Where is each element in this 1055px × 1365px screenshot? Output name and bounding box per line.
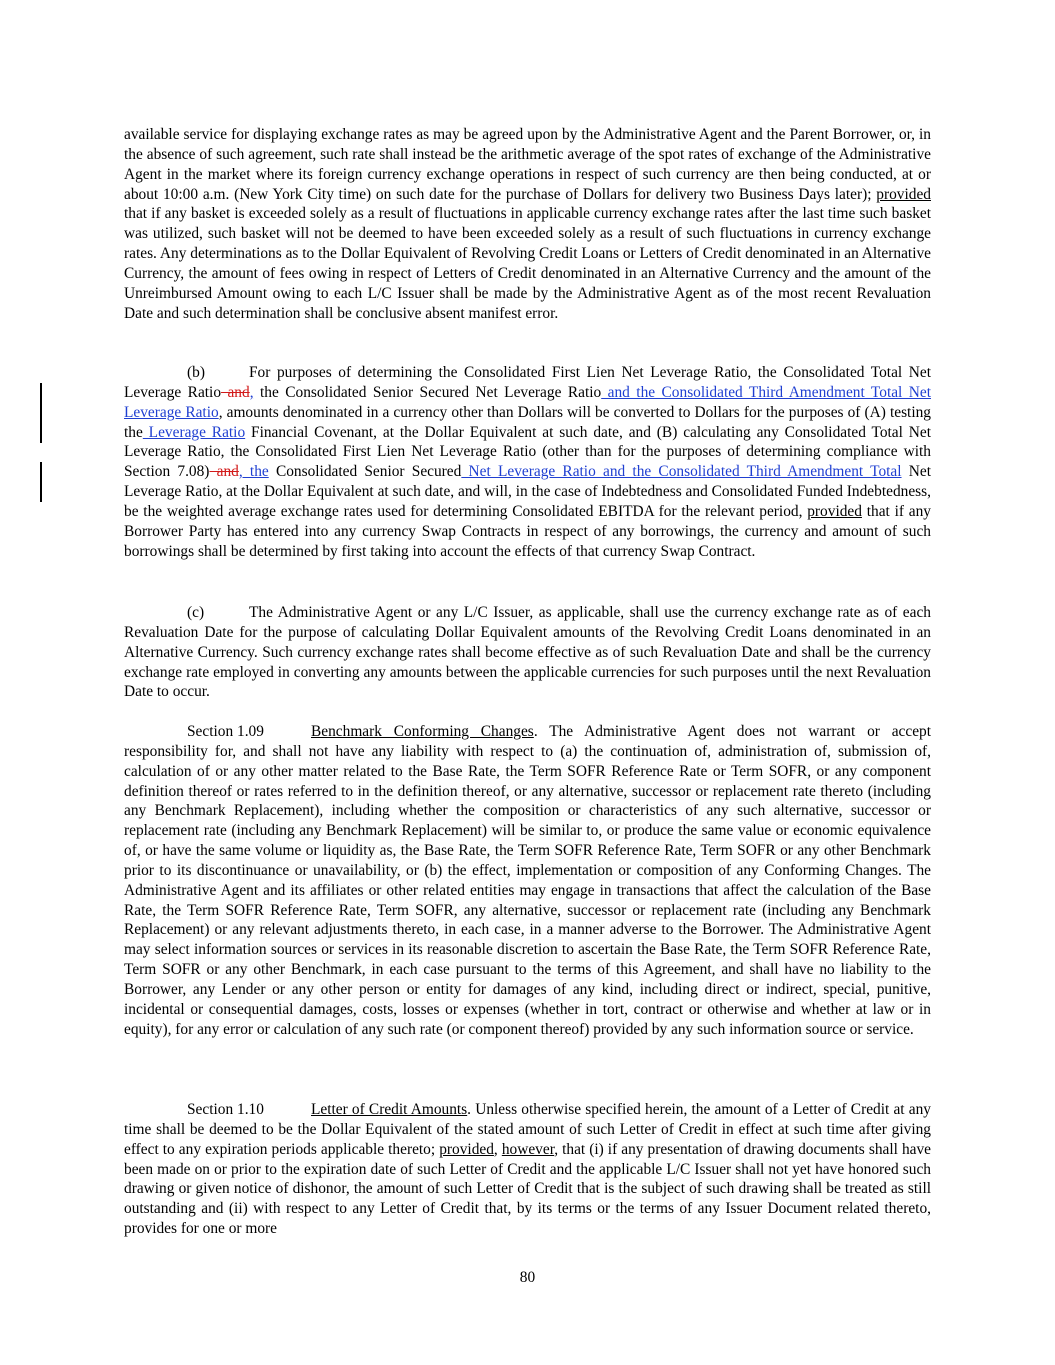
however-term: however [501,1140,555,1158]
change-bar [40,462,42,502]
provided-term: provided [876,185,931,203]
paragraph-c-revaluation: (c) The Administrative Agent or any L/C Issuer, as applicable, shall use the currency exchange rate as of each Revaluation Date for the purpose of calculating Dollar Equivalent amounts of the Revolving Credit Loans denominated in an Alternative Currency. Such currency exchange rates shall become effective as of such Revaluation Date and shall be the currency exchange rate employed in converting any amounts between the applicable currencies for such purposes until the next Revaluation Date to occur. [124,604,931,701]
section-1-09-benchmark-conforming-changes: Section 1.09 Benchmark Conforming Changes. The Administrative Agent does not warrant or accept responsibility for, and shall not have any liability with respect to (a) the continuation of, administration of, submission of, calculation of or any other matter related to the Base Rate, the Term SOFR Reference Rate or Term SOFR, or any component definition thereof or rates referred to in the definition thereof, or any alternative, successor or replacement rate thereto (including any Benchmark Replacement), including whether the composition or characteristics of any such alternative, successor or replacement rate (including any Benchmark Replacement) will be similar to, or produce the same value or economic equivalence of, or have the same volume or liquidity as, the Base Rate, the Term SOFR Reference Rate, Term SOFR or any other Benchmark prior to its discontinuance or unavailability, or (b) the effect, implementation or composition of any Conforming Changes. The Administrative Agent and its affiliates or other related entities may engage in transactions that affect the calculation of the Base Rate, the Term SOFR Reference Rate, Term SOFR, any alternative, successor or replacement rate (including any Benchmark Replacement) or any relevant adjustments thereto, in each case, in a manner adverse to the Borrower. The Administrative Agent may select information sources or services in its reasonable discretion to ascertain the Base Rate, the Term SOFR Reference Rate, Term SOFR or any other Benchmark, in each case pursuant to the terms of this Agreement, and shall have no liability to the Borrower, any Lender or any other person or entity for damages of any kind, including direct or indirect, special, punitive, incidental or consequential damages, costs, losses or expenses (whether in tort, contract or otherwise and whether at law or in equity), for any error or calculation of any such rate (or component thereof) provided by any such information source or service. [124,723,932,1038]
section-1-10-letter-of-credit-amounts: Section 1.10 Letter of Credit Amounts. Unless otherwise specified herein, the amount of a Letter of Credit at any time shall be deemed to be the Dollar Equivalent of the stated amount of such Letter of Credit in effect at such time after giving effect to any expiration periods applicable thereto; provided, however, that (i) if any presentation of drawing documents shall have been made on or prior to the expiration date of such Letter of Credit and the applicable L/C Issuer shall not yet have honored such drawing or given notice of dishonor, the amount of such Letter of Credit that is the subject of such drawing shall be treated as still outstanding and (ii) with respect to any Letter of Credit that, by its terms or the terms of any Issuer Document related thereto, provides for one or more [124,1101,931,1238]
inserted-text: , [249,383,254,401]
inserted-text: and the Consolidated Third Amendment Total Net Leverage Ratio [124,383,931,421]
section-number: Section 1.10 [187,1101,264,1118]
section-heading: Letter of Credit Amounts [311,1101,468,1118]
page-number: 80 [519,1269,536,1286]
paragraph-label: (b) [187,364,205,381]
paragraph-exchange-rate-continuation: available service for displaying exchange rates as may be agreed upon by the Administrative Agent and the Parent Borrower, or, in the absence of such agreement, such rate shall instead be the arithmetic average of the spot rates of exchange of the Administrative Agent in the market where its foreign currency exchange operations in respect of such currency are then being conducted, at or about 10:00 a.m. (New York City time) on such date for the purchase of Dollars for delivery two Business Days later); provided that if any basket is exceeded solely as a result of fluctuations in applicable currency exchange rates after the last time such basket was utilized, such basket will not be deemed to have been exceeded solely as a result of such fluctuations in currency exchange rates. Any determinations as to the Dollar Equivalent of Revolving Credit Loans or Letters of Credit denominated in an Alternative Currency, the amount of fees owing in respect of Letters of Credit denominated in an Alternative Currency and the amount of the Unreimbursed Amount owing to each L/C Issuer shall be made by the Administrative Agent as of the most recent Revaluation Date and such determination shall be conclusive absent manifest error. [124,126,931,322]
change-bar [40,383,42,443]
deleted-text: and [221,383,250,401]
inserted-text: Leverage Ratio [142,423,246,441]
paragraph-label: (c) [187,604,205,621]
inserted-text: Net Leverage Ratio and the Consolidated Third Amendment Total [461,463,902,481]
provided-term: provided [439,1140,494,1158]
paragraph-b-leverage-ratio: (b) For purposes of determining the Consolidated First Lien Net Leverage Ratio, the Consolidated Total Net Leverage Ratio and, the Consolidated Senior Secured Net Leverage Ratio and the Consolidated Third Amendment Total Net Leverage Ratio, amounts denominated in a currency other than Dollars will be converted to Dollars for the purposes of (A) testing the Leverage Ratio Financial Covenant, at the Dollar Equivalent at such date, and (B) calculating any Consolidated Total Net Leverage Ratio, the Consolidated First Lien Net Leverage Ratio (other than for the purposes of determining compliance with Section 7.08) and, the Consolidated Senior Secured Net Leverage Ratio and the Consolidated Third Amendment Total Net Leverage Ratio, at the Dollar Equivalent at such date, and will, in the case of Indebtedness and Consolidated Funded Indebtedness, be the weighted average exchange rates used for determining Consolidated EBITDA for the relevant period, provided that if any Borrower Party has entered into any currency Swap Contracts in respect of any borrowings, the currency and amount of such borrowings shall be determined by first taking into account the effects of that currency Swap Contract. [124,364,932,560]
inserted-text: , the [238,463,269,481]
section-heading: Benchmark Conforming Changes [311,723,534,740]
provided-term: provided [807,502,862,520]
deleted-text: and [209,463,239,481]
section-number: Section 1.09 [187,723,264,740]
